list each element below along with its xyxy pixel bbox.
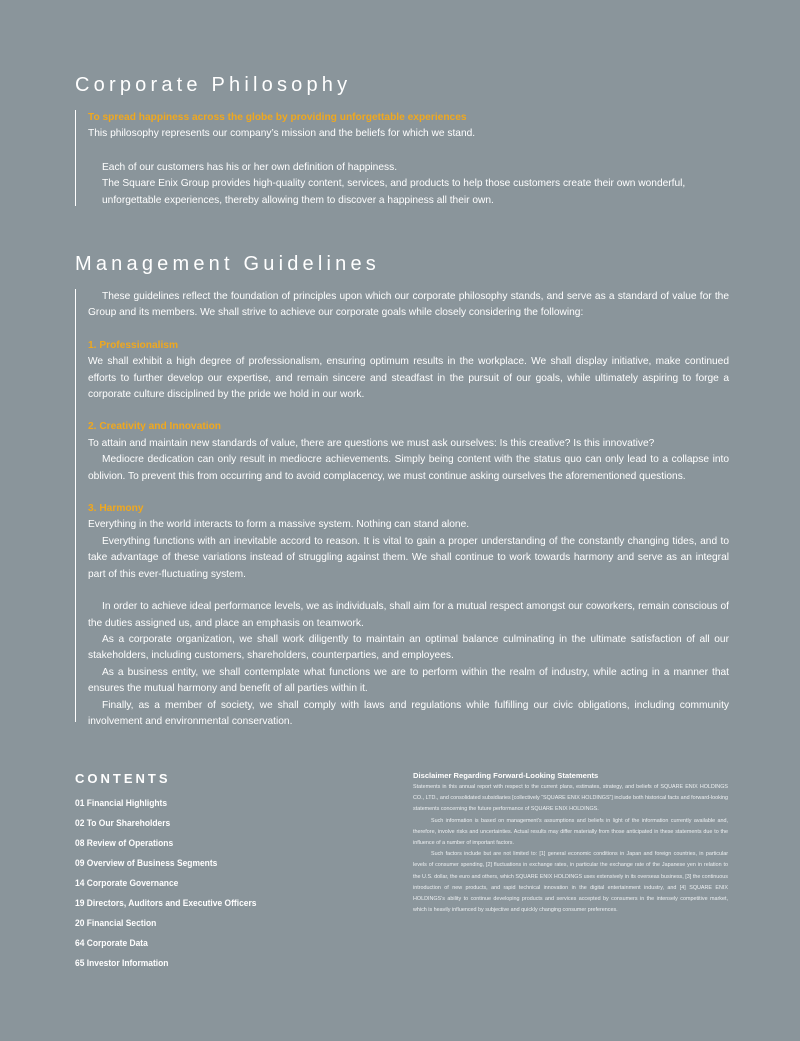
guideline-3-line2: Everything functions with an inevitable accord to reason. It is vital to gain a proper understanding of the constantly changing tides, and to take advantage of these variations instead of struggling against them. We shall continue to work towards harmony and serve as an integral part of this ever-fluctuating system. [88,535,729,580]
guideline-2-line2: Mediocre dedication can only result in mediocre achievements. Simply being content with the status quo can only lead to a collapse into oblivion. To prevent this from occurring and to avoid complacency, we must continue asking ourselves the aforementioned questions. [88,454,729,482]
disclaimer-paragraph-1: Statements in this annual report with respect to the current plans, estimates, strategy, and beliefs of SQUARE ENIX HOLDINGS CO., LTD., and consolidated subsidiaries [collectively “SQUARE ENIX HOLDINGS”] include both historical facts and forward-looking statements concerning the future performance of SQUARE ENIX HOLDINGS. [413,784,728,813]
contents-item[interactable]: 19 Directors, Auditors and Executive Officers [75,898,257,908]
disclaimer-title: Disclaimer Regarding Forward-Looking Statements [413,771,599,780]
closing-paragraph-2: As a corporate organization, we shall work diligently to maintain an optimal balance culminating in the ultimate satisfaction of all our stakeholders, including customers, shareholders, counterparties, and employees. [88,633,729,662]
disclaimer-paragraph-3: Such factors include but are not limited to: [1] general economic conditions in Japan and foreign countries, in particular levels of consumer spending, [2] fluctuations in exchange rates, in particular the exchange rate of the Japanese yen in relation to the U.S. dollar, the euro and others, which SQUARE ENIX HOLDINGS uses extensively in its overseas business, [3] the continuous introduction of new products, and rapid technical innovation in the digital entertainment industry, and [4] SQUARE ENIX HOLDINGS’s ability to continue developing products and services accepted by consumers in the intensely competitive market, which is heavily influenced by subjective and quickly changing consumer preferences. [413,851,728,914]
philosophy-tagline: To spread happiness across the globe by providing unforgettable experiences [88,112,467,123]
philosophy-statement-line2: The Square Enix Group provides high-quality content, services, and products to help those customers create their own wonderful, unforgettable experiences, thereby allowing them to discover a happiness all their own. [102,178,686,206]
disclaimer-paragraph-2: Such information is based on management’s assumptions and beliefs in light of the information currently available and, therefore, involve risks and uncertainties. Actual results may differ materially from those anticipated in these statements due to the influence of a number of important factors. [413,817,728,847]
guideline-2-line1: To attain and maintain new standards of value, there are questions we must ask ourselves: Is this creative? Is this innovative? [88,437,655,449]
philosophy-statement-line1: Each of our customers has his or her own definition of happiness. [102,161,398,173]
contents-item[interactable]: 64 Corporate Data [75,938,148,948]
guideline-1-heading: 1. Professionalism [88,339,179,351]
contents-list [75,796,272,976]
contents-title: CONTENTS [75,771,171,786]
closing-paragraph-4: Finally, as a member of society, we shall comply with laws and regulations while fulfilling our civic obligations, including community involvement and environmental conservation. [88,699,729,727]
guideline-1-text: We shall exhibit a high degree of professionalism, ensuring optimum results in the workplace. We shall display initiative, make continued efforts to further develop our expertise, and remain sincere and steadfast in the pursuit of our goals, while ultimately aspiring to forge a corporate culture disciplined by the pride we hold in our work. [88,356,729,401]
contents-item[interactable]: 01 Financial Highlights [75,798,168,808]
guideline-3-heading: 3. Harmony [88,503,144,515]
contents-item[interactable]: 02 To Our Shareholders [75,818,171,828]
guideline-3-line1: Everything in the world interacts to form a massive system. Nothing can stand alone. [88,519,470,531]
management-guidelines-block [75,289,729,727]
management-guidelines-title: Management Guidelines [75,253,380,275]
philosophy-intro: This philosophy represents our company’s mission and the beliefs for which we stand. [88,128,476,140]
contents-item[interactable]: 20 Financial Section [75,918,157,928]
guidelines-intro: These guidelines reflect the foundation of principles upon which our corporate philosophy stands, and serve as a standard of value for the Group and its members. We shall strive to achieve our corporate goals while closely considering the following: [88,291,729,319]
philosophy-statement [88,160,729,209]
disclaimer-block [413,771,728,916]
contents-item[interactable]: 08 Review of Operations [75,838,174,848]
closing-paragraph-3: As a business entity, we shall contemplate what functions we are to perform within the realm of industry, while acting in a manner that ensures the mutual harmony and benefit of all parties within it. [88,666,729,695]
closing-paragraph-1: In order to achieve ideal performance levels, we as individuals, shall aim for a mutual respect amongst our coworkers, remain conscious of the duties assigned us, and place an emphasis on teamwork. [88,601,729,629]
contents-item[interactable]: 14 Corporate Governance [75,878,179,888]
guideline-2-heading: 2. Creativity and Innovation [88,421,222,433]
contents-item[interactable]: 09 Overview of Business Segments [75,858,218,868]
corporate-philosophy-block [75,110,729,206]
corporate-philosophy-title: Corporate Philosophy [75,74,352,96]
contents-item[interactable]: 65 Investor Information [75,958,169,968]
